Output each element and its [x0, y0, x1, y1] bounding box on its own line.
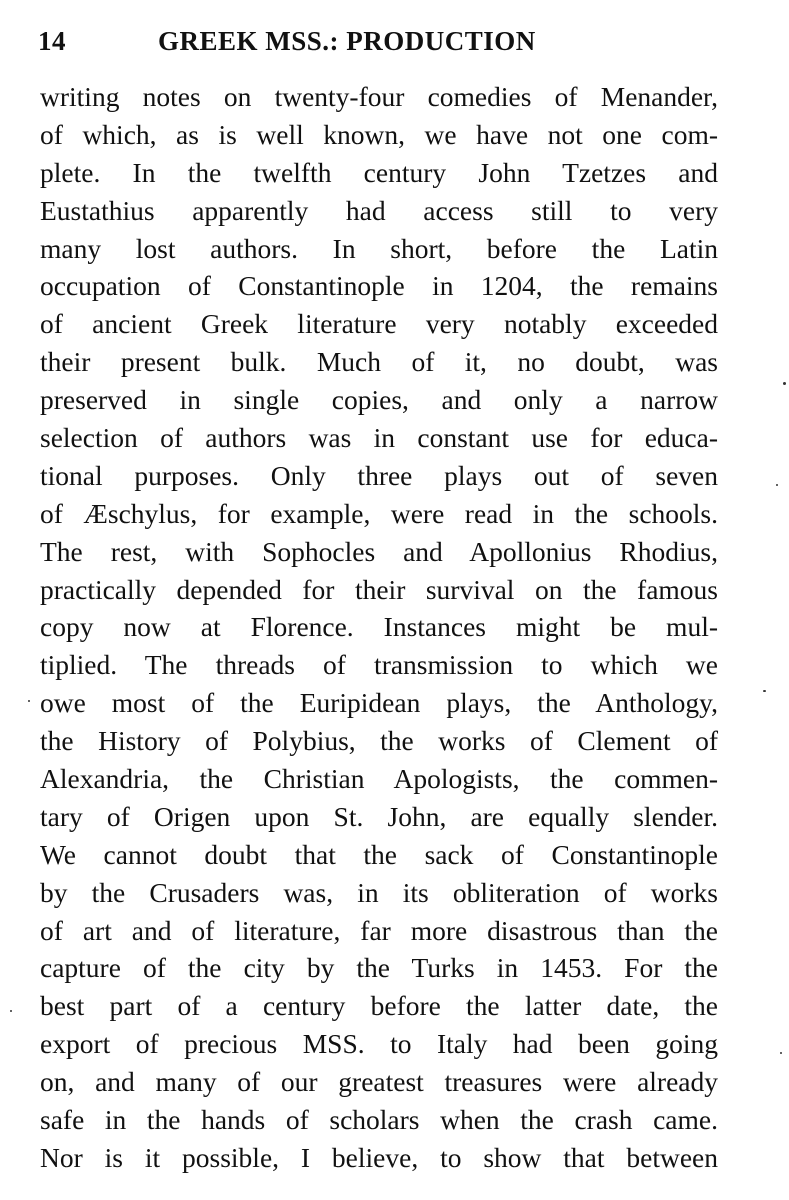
text-line: selection of authors was in constant use for educa- — [40, 422, 718, 454]
text-line: occupation of Constantinople in 1204, the remains — [40, 270, 718, 302]
text-line: tional purposes. Only three plays out of seven — [40, 459, 718, 491]
text-line: of ancient Greek literature very notably exceeded — [40, 308, 718, 340]
body-text — [40, 78, 718, 1177]
text-line: The rest, with Sophocles and Apollonius Rhodius, — [40, 535, 718, 567]
text-line: owe most of the Euripidean plays, the Anthology, — [40, 687, 718, 719]
text-line: Nor is it possible, I believe, to show that between — [40, 1141, 718, 1173]
scan-speck — [10, 1010, 12, 1012]
text-line: their present bulk. Much of it, no doubt, was — [40, 346, 718, 378]
text-line: export of precious MSS. to Italy had been going — [40, 1028, 718, 1060]
text-line: many lost authors. In short, before the Latin — [40, 232, 718, 264]
text-line: of which, as is well known, we have not one com- — [40, 118, 718, 150]
scan-speck — [763, 690, 766, 692]
text-line: best part of a century before the latter date, the — [40, 990, 718, 1022]
text-line: preserved in single copies, and only a narrow — [40, 384, 718, 416]
text-line: capture of the city by the Turks in 1453. For the — [40, 952, 718, 984]
scan-speck — [28, 700, 30, 702]
scan-speck — [780, 1052, 782, 1054]
text-line: of Æschylus, for example, were read in the schools. — [40, 497, 718, 529]
scan-speck — [783, 382, 786, 385]
text-line: the History of Polybius, the works of Clement of — [40, 725, 718, 757]
text-line: copy now at Florence. Instances might be mul- — [40, 611, 718, 643]
text-line: writing notes on twenty-four comedies of Menander, — [40, 81, 718, 112]
text-line: tary of Origen upon St. John, are equally slender. — [40, 800, 718, 832]
page-number: 14 — [38, 26, 66, 56]
scan-speck — [776, 484, 778, 486]
running-head — [38, 22, 738, 62]
text-line: safe in the hands of scholars when the crash came. — [40, 1104, 718, 1136]
text-line: Alexandria, the Christian Apologists, the commen- — [40, 763, 718, 795]
text-line: of art and of literature, far more disastrous than the — [40, 914, 718, 946]
text-line: on, and many of our greatest treasures were already — [40, 1066, 718, 1098]
text-line: We cannot doubt that the sack of Constantinople — [40, 838, 718, 870]
text-line: practically depended for their survival on the famous — [40, 573, 718, 605]
text-line: plete. In the twelfth century John Tzetzes and — [40, 156, 718, 188]
running-title: GREEK MSS.: PRODUCTION — [158, 26, 536, 56]
text-line: Eustathius apparently had access still to very — [40, 194, 718, 226]
text-line: tiplied. The threads of transmission to which we — [40, 649, 718, 681]
text-line: by the Crusaders was, in its obliteration of works — [40, 876, 718, 908]
